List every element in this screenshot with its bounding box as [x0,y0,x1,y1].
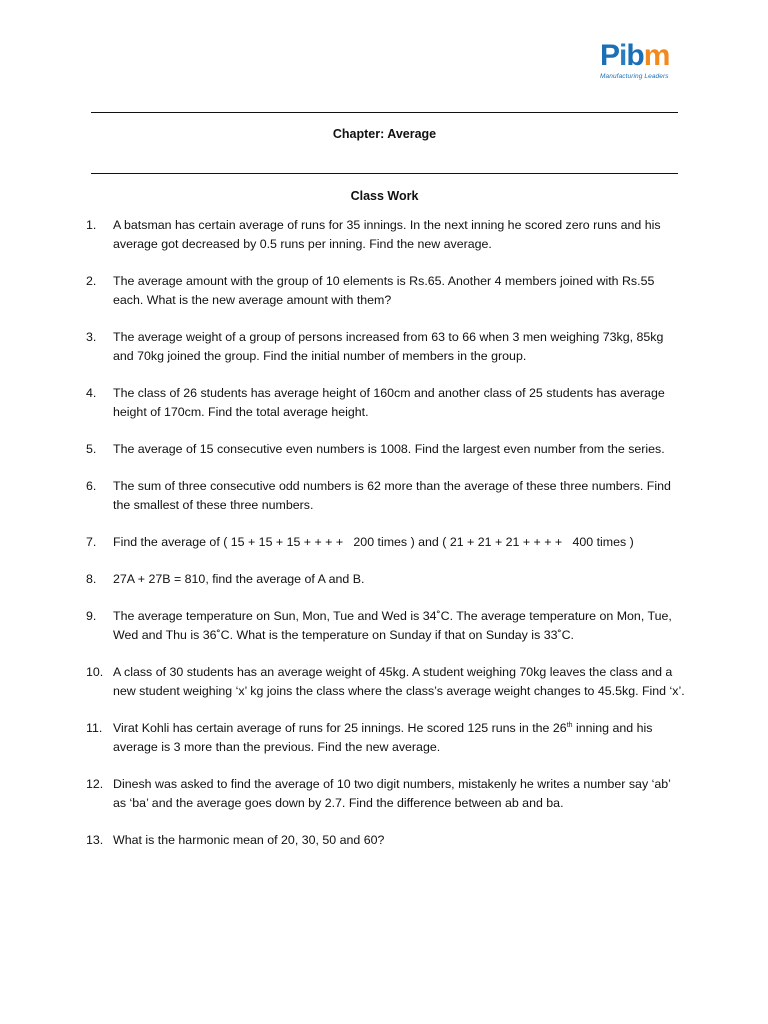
question-text: The average amount with the group of 10 elements is Rs.65. Another 4 members joined with Rs.55 each. What is the new average amount with them? [113,274,655,307]
logo-letter: m [643,39,670,72]
question-text: The sum of three consecutive odd numbers is 62 more than the average of these three numbers. Find the smallest of these three numbers. [113,479,671,512]
question-item [86,607,686,645]
question-number: 9. [86,609,97,623]
question-number: 4. [86,386,97,400]
section-title: Class Work [350,189,419,203]
question-number: 6. [86,479,97,493]
question-text: The average temperature on Sun, Mon, Tue and Wed is 34˚C. The average temperature on Mon, Tue, Wed and Thu is 36˚C. What is the temperature on Sunday if that on Sunday is 33˚C. [113,609,672,642]
question-item [86,328,686,366]
question-text: 27A + 27B = 810, find the average of A and B. [113,572,365,586]
question-text-part: inning and his average is 3 more than the previous. Find the new average. [113,721,653,754]
question-text: A class of 30 students has an average weight of 45kg. A student weighing 70kg leaves the class and a new student weighing ‘x’ kg joins the class where the class’s average weight changes to 45.5kg. Find ‘x’. [113,665,685,698]
question-list [86,216,686,850]
question-number: 1. [86,218,97,232]
question-text: The average weight of a group of persons increased from 63 to 66 when 3 men weighing 73kg, 85kg and 70kg joined the group. Find the initial number of members in the group. [113,330,664,363]
question-item [86,719,686,757]
logo-letter: b [626,39,644,72]
pibm-logo [600,39,680,84]
chapter-title: Chapter: Average [332,127,437,141]
question-text-part: Virat Kohli has certain average of runs for 25 innings. He scored 125 runs in the 26 [113,721,567,735]
question-number: 12. [86,777,104,791]
question-item [86,663,686,701]
logo-letter: P [600,39,620,72]
question-item [86,272,686,310]
question-item [86,775,686,813]
question-text: What is the harmonic mean of 20, 30, 50 and 60? [113,833,385,847]
question-item [86,831,686,850]
question-number: 10. [86,665,104,679]
question-text [113,719,686,757]
question-item [86,570,686,589]
question-text: The class of 26 students has average height of 160cm and another class of 25 students has average height of 170cm. Find the total average height. [113,386,665,419]
question-number: 13. [86,833,104,847]
question-number: 7. [86,535,97,549]
question-item [86,533,686,552]
question-number: 2. [86,274,97,288]
question-number: 3. [86,330,97,344]
logo-letter: i [619,39,627,72]
question-number: 11. [86,721,103,735]
question-number: 5. [86,442,97,456]
question-text: The average of 15 consecutive even numbers is 1008. Find the largest even number from the series. [113,442,665,456]
header-bottom-divider [91,173,678,174]
ordinal-suffix: th [566,721,573,729]
question-text: Find the average of ( 15 + 15 + 15 + + + + 200 times ) and ( 21 + 21 + 21 + + + + 400 times ) [113,535,634,549]
question-item [86,216,686,254]
question-item [86,440,686,459]
question-item [86,384,686,422]
question-item [86,477,686,515]
question-text: Dinesh was asked to find the average of 10 two digit numbers, mistakenly he writes a number say ‘ab’ as ‘ba’ and the average goes down by 2.7. Find the difference between ab and ba. [113,777,671,810]
logo-wordmark [600,39,680,72]
question-number: 8. [86,572,97,586]
logo-tagline: Manufacturing Leaders [600,73,669,80]
header-top-divider [91,112,678,113]
question-text: A batsman has certain average of runs for 35 innings. In the next inning he scored zero runs and his average got decreased by 0.5 runs per inning. Find the new average. [113,218,661,251]
